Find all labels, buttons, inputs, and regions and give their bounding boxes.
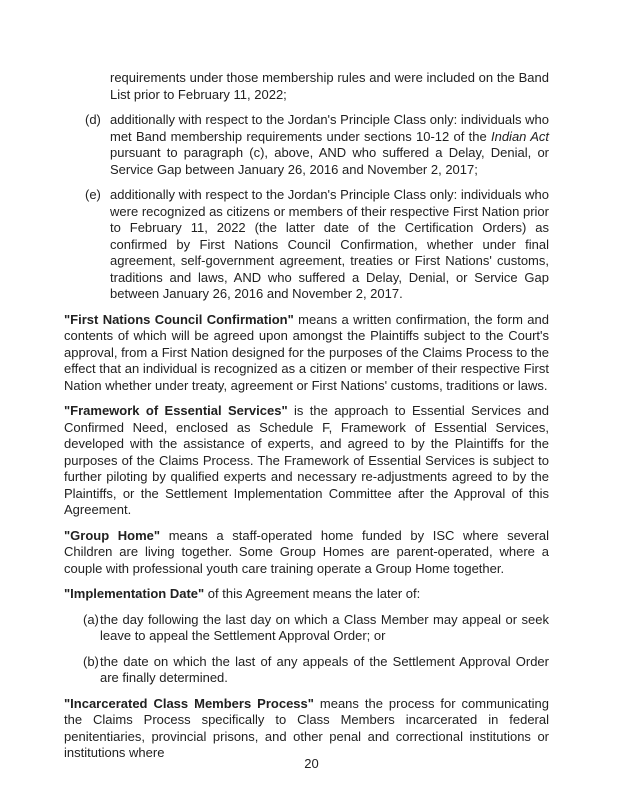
- list-marker-b: (b): [83, 653, 99, 669]
- paragraph-text: pursuant to paragraph (c), above, AND who suffered a Delay, Denial, or Service Gap between January 26, 2016 and November 2, 2017;: [110, 145, 549, 177]
- paragraph-membership-continuation: [64, 70, 549, 103]
- paragraph-text: is the approach to Essential Services and Confirmed Need, enclosed as Schedule F, Framework of Essential Services, developed with the assistance of experts, and agreed to by the Plaintiffs for the purposes of the Claims Process. The Framework of Essential Services is subject to further piloting by qualified experts and necessary re-adjustments agreed to by the Plaintiffs, or the Settlement Implementation Committee after the Approval of this Agreement.: [64, 403, 549, 517]
- list-marker-e: (e): [85, 187, 101, 202]
- paragraph-text: additionally with respect to the Jordan's Principle Class only: individuals who were recognized as citizens or members of their respective First Nation prior to February 11, 2022 (the latter date of the Certification Orders) as confirmed by First Nations Council Confirmation, whether under final agreement, self-government agreement, treaties or First Nations' customs, traditions and laws, AND who suffered a Delay, Denial, or Service Gap between January 26, 2016 and November 2, 2017.: [110, 187, 549, 301]
- definition-first-nations-council-confirmation: [64, 312, 549, 395]
- paragraph-text: means a staff-operated home funded by ISC where several Children are living together. Some Group Homes are parent-operated, where a couple with professional youth care training operate a Group Home together.: [64, 527, 549, 576]
- sub-item-a: [64, 612, 549, 645]
- paragraph-text: means the process for communicating the Claims Process specifically to Class Members incarcerated in federal penitentiaries, provincial prisons, and other penal and correctional institutions or institutions where: [64, 695, 549, 760]
- defined-term: "Implementation Date": [64, 586, 205, 601]
- italic-act-title: Indian Act: [490, 128, 549, 144]
- paragraph-text: of this Agreement means the later of:: [204, 586, 421, 601]
- paragraph-text: requirements under those membership rules and were included on the Band List prior to February 11, 2022;: [110, 70, 549, 102]
- definition-framework-of-essential-services: [64, 403, 549, 519]
- defined-term: "Group Home": [64, 527, 161, 543]
- defined-term: "Incarcerated Class Members Process": [64, 695, 314, 711]
- list-item-e: [64, 187, 549, 303]
- defined-term: "First Nations Council Confirmation": [64, 311, 294, 327]
- page-number: 20: [304, 756, 319, 771]
- defined-term: "Framework of Essential Services": [64, 403, 288, 418]
- sub-item-b: [64, 654, 549, 687]
- paragraph-text: the day following the last day on which a Class Member may appeal or seek leave to appeal the Settlement Approval Order; or: [100, 611, 549, 643]
- paragraph-text: the date on which the last of any appeals of the Settlement Approval Order are finally determined.: [100, 653, 549, 685]
- definition-group-home: [64, 528, 549, 578]
- document-text-block: [64, 70, 549, 771]
- definition-implementation-date: [64, 586, 549, 603]
- definition-incarcerated-class-members-process: [64, 696, 549, 762]
- paragraph-text: additionally with respect to the Jordan's Principle Class only: individuals who met Band membership requirements under sections 10-12 of the: [110, 112, 549, 144]
- list-item-d: [64, 112, 549, 178]
- list-marker-a: (a): [83, 611, 99, 627]
- list-marker-d: (d): [85, 112, 101, 127]
- paragraph-text: means a written confirmation, the form and contents of which will be agreed upon amongst the Plaintiffs subject to the Court's approval, from a First Nation designed for the purposes of the Claims Process to the effect that an individual is recognized as a citizen or member of their respective First Nation whether under treaty, agreement or First Nations' customs, traditions or laws.: [64, 311, 549, 393]
